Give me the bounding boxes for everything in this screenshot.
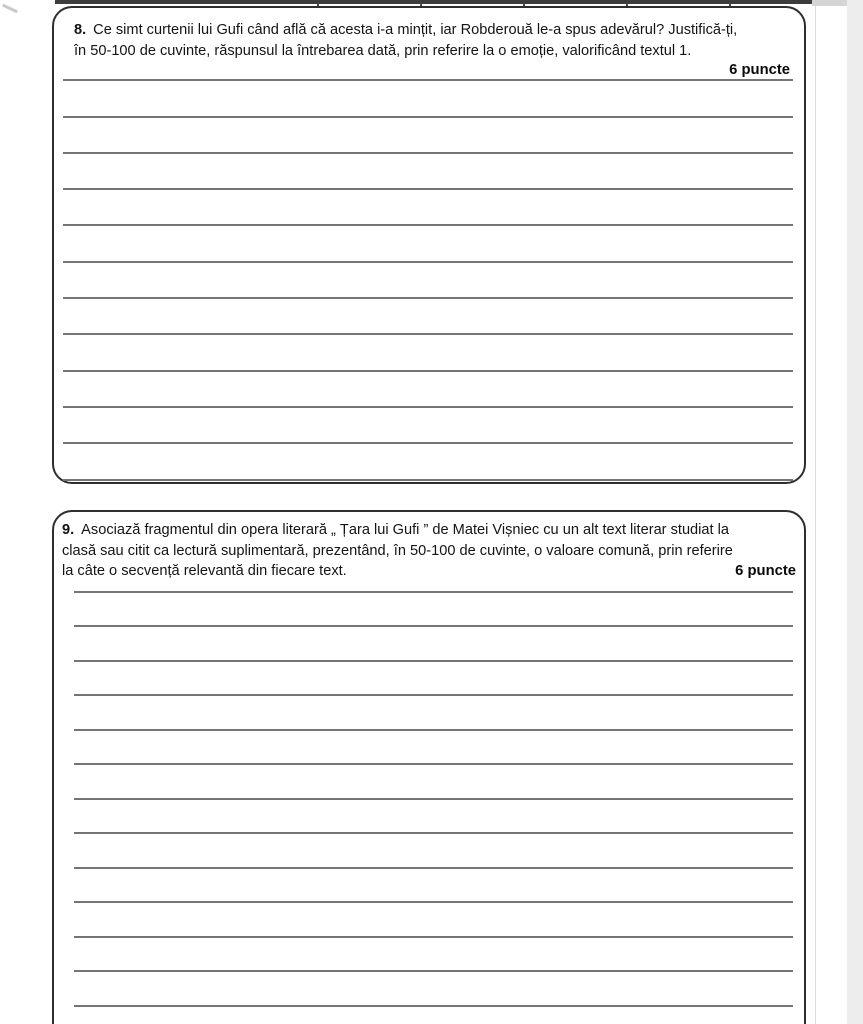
answer-line: [63, 45, 793, 81]
answer-line: [63, 226, 793, 262]
answer-line: [74, 972, 793, 1007]
answer-line: [63, 444, 793, 480]
scan-smudge: [2, 4, 18, 13]
question-line: [74, 20, 796, 41]
answer-line: [74, 558, 793, 593]
answer-lines: [74, 558, 793, 1024]
answer-line: [74, 834, 793, 869]
answer-lines: [63, 45, 793, 481]
answer-line: [63, 372, 793, 408]
answer-line: [74, 800, 793, 835]
answer-line: [74, 1007, 793, 1024]
answer-line: [74, 593, 793, 628]
answer-line: [63, 118, 793, 154]
cropped-previous-line: [55, 0, 812, 4]
answer-line: [74, 869, 793, 904]
answer-line: [63, 299, 793, 335]
points-label: 6 puncte: [735, 563, 796, 579]
question-number: 9.: [62, 522, 75, 538]
question-text-line: clasă sau citit ca lectură suplimentară, prezentând, în 50-100 de cuvinte, o valoare comună, prin referire: [62, 542, 733, 559]
answer-line: [74, 696, 793, 731]
page-edge-line: [815, 6, 816, 1024]
answer-line: [63, 154, 793, 190]
question-text-line: Asociază fragmentul din opera literară „ Țara lui Gufi ” de Matei Vișniec cu un alt text literar studiat la: [81, 522, 730, 538]
question-number: 8.: [74, 22, 87, 38]
question-8-box: [52, 6, 806, 484]
answer-line: [74, 627, 793, 662]
answer-line: [74, 903, 793, 938]
question-9-box: [52, 510, 806, 1024]
page-margin-strip: [847, 0, 863, 1024]
answer-line: [63, 263, 793, 299]
answer-line: [74, 662, 793, 697]
question-text-line: la câte o secvență relevantă din fiecare text.: [62, 563, 347, 579]
question-text-line: în 50-100 de cuvinte, răspunsul la întrebarea dată, prin referire la o emoție, valorificând textul 1.: [74, 42, 692, 59]
answer-line: [74, 731, 793, 766]
answer-line: [63, 335, 793, 371]
answer-line: [74, 765, 793, 800]
question-text-line: Ce simt curtenii lui Gufi când află că acesta i-a mințit, iar Robderouă le-a spus adevărul? Justifică-ți,: [93, 22, 738, 38]
points-label: 6 puncte: [729, 62, 790, 78]
answer-line: [63, 81, 793, 117]
answer-line: [63, 408, 793, 444]
answer-line: [74, 938, 793, 973]
question-line: [62, 520, 796, 541]
answer-line: [63, 190, 793, 226]
